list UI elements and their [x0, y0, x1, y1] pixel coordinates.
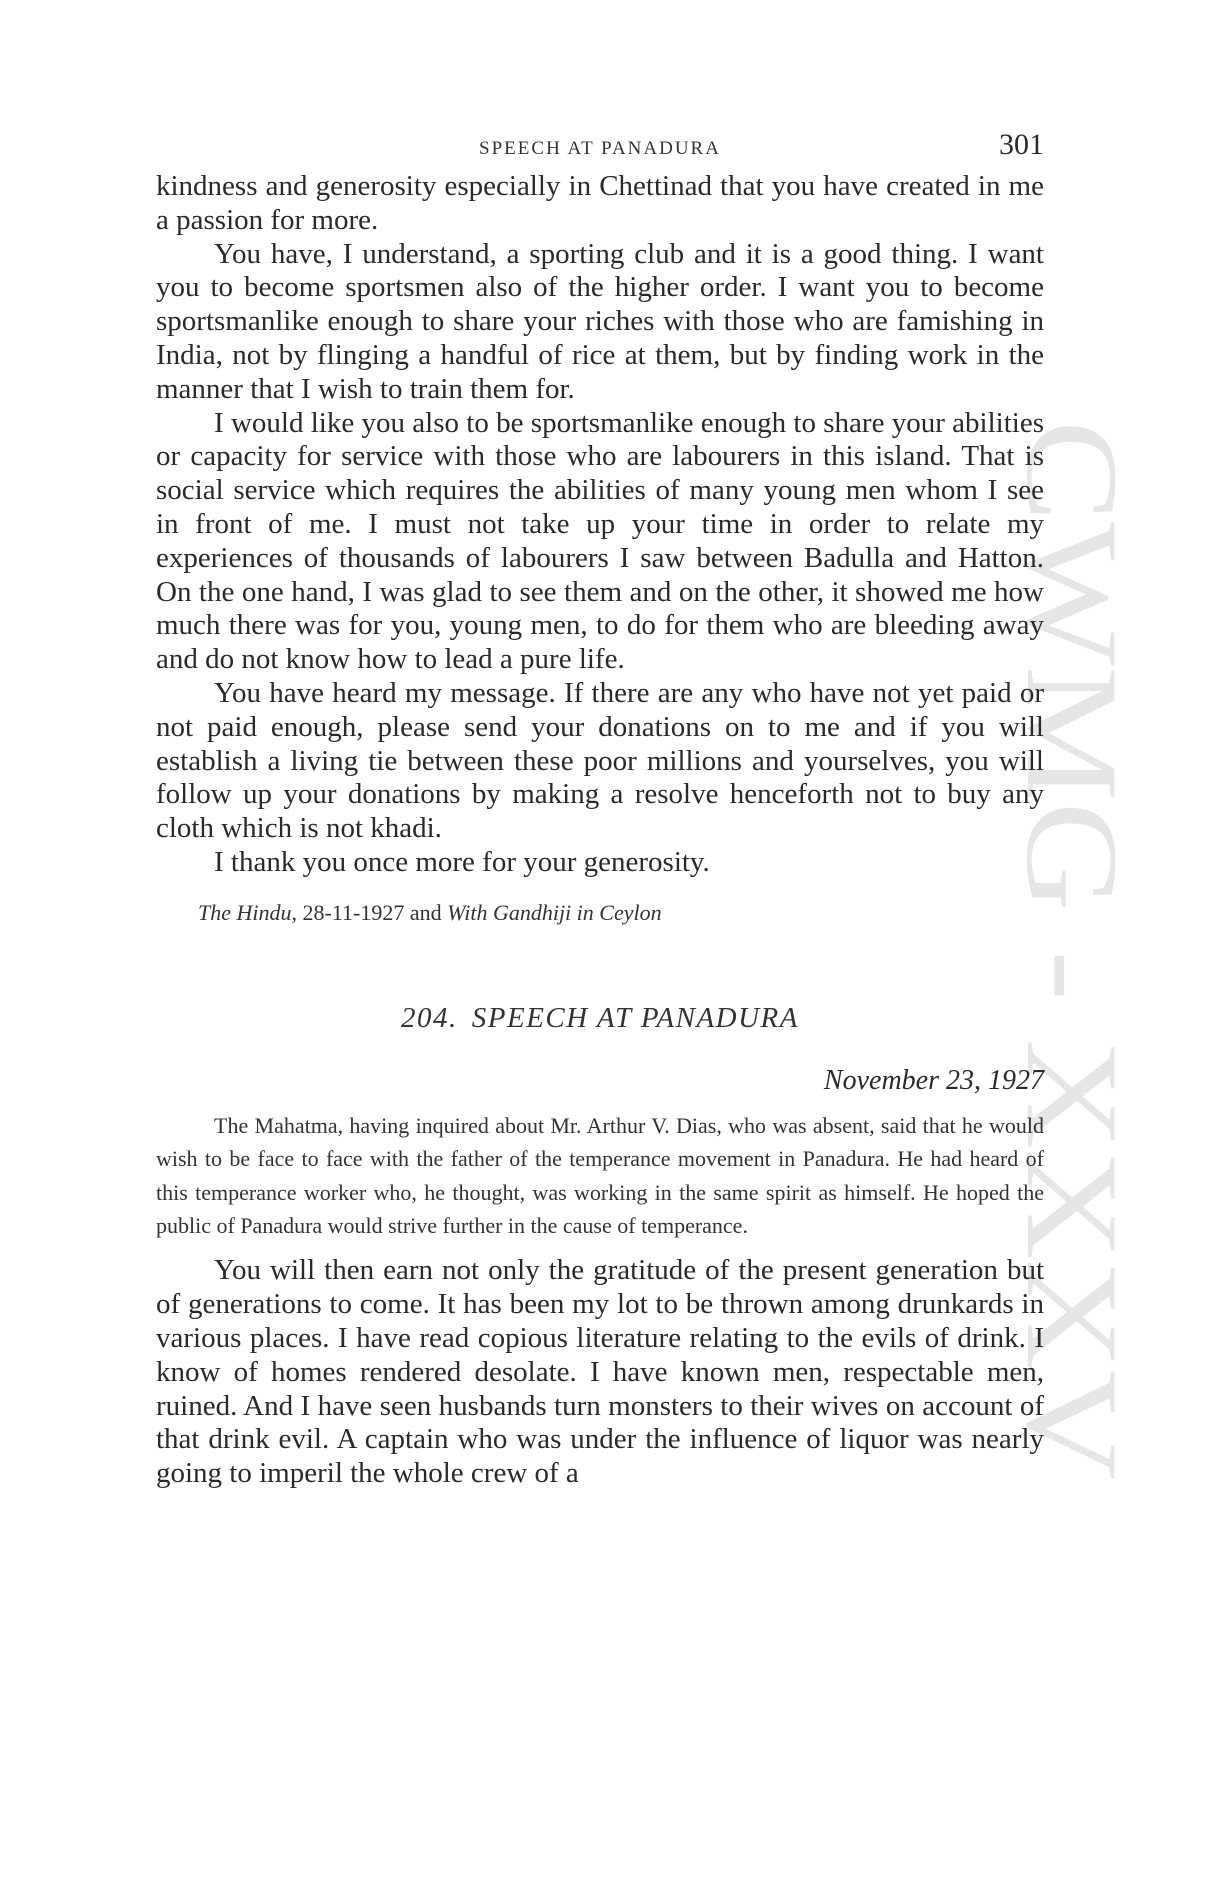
- section-heading: [156, 1002, 1044, 1035]
- paragraph: I thank you once more for your generosity.: [214, 845, 710, 878]
- report-paragraph: The Mahatma, having inquired about Mr. Arthur V. Dias, who was absent, said that he would wish to be face to face with the father of the temperance movement in Panadura. He had heard of this temperance worker who, he thought, was working in the same spirit as himself. He hoped the public of Panadura would strive further in the cause of temperance.: [156, 1112, 1044, 1238]
- dateline: November 23, 1927: [823, 1064, 1044, 1096]
- source-date: , 28-11-1927 and: [291, 899, 448, 925]
- speech-body: [156, 1254, 1044, 1491]
- document-page: [156, 128, 1044, 1491]
- running-title: SPEECH AT PANADURA: [479, 138, 721, 159]
- page-number: 301: [999, 128, 1044, 161]
- source-book: With Gandhiji in Ceylon: [447, 899, 662, 925]
- paragraph: I would like you also to be sportsmanlike enough to share your abilities or capacity for service with those who are labourers in this island. That is social service which requires the abilities of many young men whom I see in front of me. I must not take up your time in order to relate my experiences of thousands of labourers I saw between Badulla and Hatton. On the one hand, I was glad to see them and on the other, it showed me how much there was for you, young men, to do for them who are bleeding away and do not know how to lead a pure life.: [156, 406, 1044, 676]
- running-head: [156, 128, 1044, 168]
- source-paper: The Hindu: [198, 899, 292, 925]
- source-citation: [156, 898, 1044, 928]
- paragraph: kindness and generosity especially in Chettinad that you have created in me a passion for more.: [156, 170, 1044, 236]
- section-title: SPEECH AT PANADURA: [471, 1001, 799, 1034]
- paragraph: You will then earn not only the gratitude of the present generation but of generations to come. It has been my lot to be thrown among drunkards in various places. I have read copious literature relating to the evils of drink. I know of homes rendered desolate. I have known men, respectable men, ruined. And I have seen husbands turn monsters to their wives on account of that drink evil. A captain who was under the influence of liquor was nearly going to imperil the whole crew of a: [156, 1254, 1044, 1490]
- paragraph: You have, I understand, a sporting club and it is a good thing. I want you to become sportsmen also of the higher order. I want you to become sportsmanlike enough to share your riches with those who are famishing in India, not by flinging a handful of rice at them, but by finding work in the manner that I wish to train them for.: [156, 237, 1044, 405]
- paragraph: You have heard my message. If there are any who have not yet paid or not paid enough, please send your donations on to me and if you will establish a living tie between these poor millions and yourselves, you will follow up your donations by making a resolve henceforth not to buy any cloth which is not khadi.: [156, 676, 1044, 845]
- continued-speech: [156, 170, 1044, 880]
- watermark-text: CWMG - XXXV: [999, 420, 1146, 1337]
- section-number: 204.: [401, 1001, 458, 1034]
